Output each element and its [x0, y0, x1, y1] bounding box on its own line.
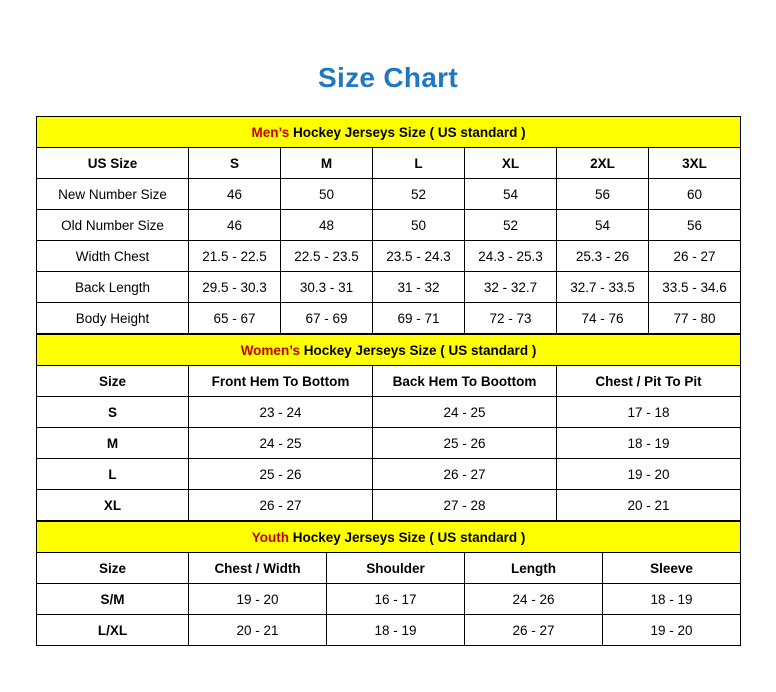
table-section-header-row — [37, 335, 741, 366]
table-row — [37, 428, 741, 459]
mens-row-0-cell-5: 60 — [649, 179, 741, 210]
table-row — [37, 584, 741, 615]
womens-header-rest: Hockey Jerseys Size ( US standard ) — [299, 342, 537, 358]
mens-row-2-cell-2: 23.5 - 24.3 — [373, 241, 465, 272]
womens-row-2-cell-2: 19 - 20 — [557, 459, 741, 490]
mens-row-0-cell-0: 46 — [189, 179, 281, 210]
mens-row-4-cell-1: 67 - 69 — [281, 303, 373, 334]
mens-row-1-cell-0: 46 — [189, 210, 281, 241]
youth-row-0-cell-1: 16 - 17 — [327, 584, 465, 615]
mens-col-3: L — [373, 148, 465, 179]
table-section-header-row — [37, 117, 741, 148]
mens-col-5: 2XL — [557, 148, 649, 179]
table-row — [37, 179, 741, 210]
mens-header-rest: Hockey Jerseys Size ( US standard ) — [289, 124, 526, 140]
womens-row-0-cell-0: 23 - 24 — [189, 397, 373, 428]
womens-row-3-cell-2: 20 - 21 — [557, 490, 741, 521]
womens-row-2-cell-1: 26 - 27 — [373, 459, 557, 490]
youth-col-2: Shoulder — [327, 553, 465, 584]
table-row — [37, 459, 741, 490]
womens-row-3-cell-0: 26 - 27 — [189, 490, 373, 521]
mens-row-2-cell-5: 26 - 27 — [649, 241, 741, 272]
youth-row-1-cell-2: 26 - 27 — [465, 615, 603, 646]
mens-row-4-cell-3: 72 - 73 — [465, 303, 557, 334]
mens-row-3-label: Back Length — [37, 272, 189, 303]
mens-row-3-cell-5: 33.5 - 34.6 — [649, 272, 741, 303]
youth-row-1-cell-3: 19 - 20 — [603, 615, 741, 646]
womens-row-2-cell-0: 25 - 26 — [189, 459, 373, 490]
womens-section-header — [37, 335, 741, 366]
table-row — [37, 303, 741, 334]
youth-row-0-cell-2: 24 - 26 — [465, 584, 603, 615]
womens-size-table — [36, 334, 741, 521]
mens-row-4-cell-0: 65 - 67 — [189, 303, 281, 334]
womens-row-0-label: S — [37, 397, 189, 428]
youth-header-rest: Hockey Jerseys Size ( US standard ) — [288, 529, 526, 545]
mens-row-2-label: Width Chest — [37, 241, 189, 272]
mens-row-3-cell-2: 31 - 32 — [373, 272, 465, 303]
mens-row-1-cell-3: 52 — [465, 210, 557, 241]
youth-row-1-label: L/XL — [37, 615, 189, 646]
table-row — [37, 615, 741, 646]
womens-row-1-cell-0: 24 - 25 — [189, 428, 373, 459]
table-row — [37, 210, 741, 241]
womens-row-1-label: M — [37, 428, 189, 459]
womens-row-1-cell-1: 25 - 26 — [373, 428, 557, 459]
youth-row-1-cell-1: 18 - 19 — [327, 615, 465, 646]
table-header-row — [37, 148, 741, 179]
womens-row-2-label: L — [37, 459, 189, 490]
mens-col-2: M — [281, 148, 373, 179]
womens-col-3: Chest / Pit To Pit — [557, 366, 741, 397]
youth-col-4: Sleeve — [603, 553, 741, 584]
mens-row-0-cell-3: 54 — [465, 179, 557, 210]
size-chart-tables — [36, 116, 740, 646]
womens-row-0-cell-1: 24 - 25 — [373, 397, 557, 428]
table-header-row — [37, 366, 741, 397]
mens-row-4-cell-2: 69 - 71 — [373, 303, 465, 334]
mens-row-1-cell-5: 56 — [649, 210, 741, 241]
mens-row-0-cell-2: 52 — [373, 179, 465, 210]
mens-row-4-cell-5: 77 - 80 — [649, 303, 741, 334]
mens-col-6: 3XL — [649, 148, 741, 179]
youth-section-header — [37, 522, 741, 553]
mens-header-accent: Men’s — [251, 124, 290, 140]
mens-col-4: XL — [465, 148, 557, 179]
mens-row-1-cell-4: 54 — [557, 210, 649, 241]
youth-row-1-cell-0: 20 - 21 — [189, 615, 327, 646]
womens-row-1-cell-2: 18 - 19 — [557, 428, 741, 459]
mens-row-4-cell-4: 74 - 76 — [557, 303, 649, 334]
table-header-row — [37, 553, 741, 584]
mens-row-2-cell-4: 25.3 - 26 — [557, 241, 649, 272]
womens-col-1: Front Hem To Bottom — [189, 366, 373, 397]
womens-header-accent: Women’s — [240, 342, 300, 358]
youth-header-accent: Youth — [251, 529, 289, 545]
page-title: Size Chart — [318, 62, 458, 93]
mens-row-1-label: Old Number Size — [37, 210, 189, 241]
mens-row-0-label: New Number Size — [37, 179, 189, 210]
youth-col-1: Chest / Width — [189, 553, 327, 584]
youth-col-3: Length — [465, 553, 603, 584]
table-row — [37, 397, 741, 428]
youth-col-0: Size — [37, 553, 189, 584]
youth-row-0-cell-0: 19 - 20 — [189, 584, 327, 615]
table-section-header-row — [37, 522, 741, 553]
mens-size-table — [36, 116, 741, 334]
mens-row-1-cell-1: 48 — [281, 210, 373, 241]
table-row — [37, 241, 741, 272]
womens-col-2: Back Hem To Boottom — [373, 366, 557, 397]
mens-row-2-cell-3: 24.3 - 25.3 — [465, 241, 557, 272]
youth-row-0-cell-3: 18 - 19 — [603, 584, 741, 615]
mens-row-0-cell-4: 56 — [557, 179, 649, 210]
mens-section-header — [37, 117, 741, 148]
mens-row-3-cell-4: 32.7 - 33.5 — [557, 272, 649, 303]
table-row — [37, 272, 741, 303]
mens-row-3-cell-3: 32 - 32.7 — [465, 272, 557, 303]
womens-col-0: Size — [37, 366, 189, 397]
mens-row-0-cell-1: 50 — [281, 179, 373, 210]
womens-row-3-label: XL — [37, 490, 189, 521]
mens-row-3-cell-0: 29.5 - 30.3 — [189, 272, 281, 303]
mens-row-3-cell-1: 30.3 - 31 — [281, 272, 373, 303]
mens-row-2-cell-0: 21.5 - 22.5 — [189, 241, 281, 272]
womens-row-0-cell-2: 17 - 18 — [557, 397, 741, 428]
womens-row-3-cell-1: 27 - 28 — [373, 490, 557, 521]
table-row — [37, 490, 741, 521]
mens-col-1: S — [189, 148, 281, 179]
mens-row-4-label: Body Height — [37, 303, 189, 334]
mens-row-2-cell-1: 22.5 - 23.5 — [281, 241, 373, 272]
mens-col-0: US Size — [37, 148, 189, 179]
youth-size-table — [36, 521, 741, 646]
mens-row-1-cell-2: 50 — [373, 210, 465, 241]
youth-row-0-label: S/M — [37, 584, 189, 615]
